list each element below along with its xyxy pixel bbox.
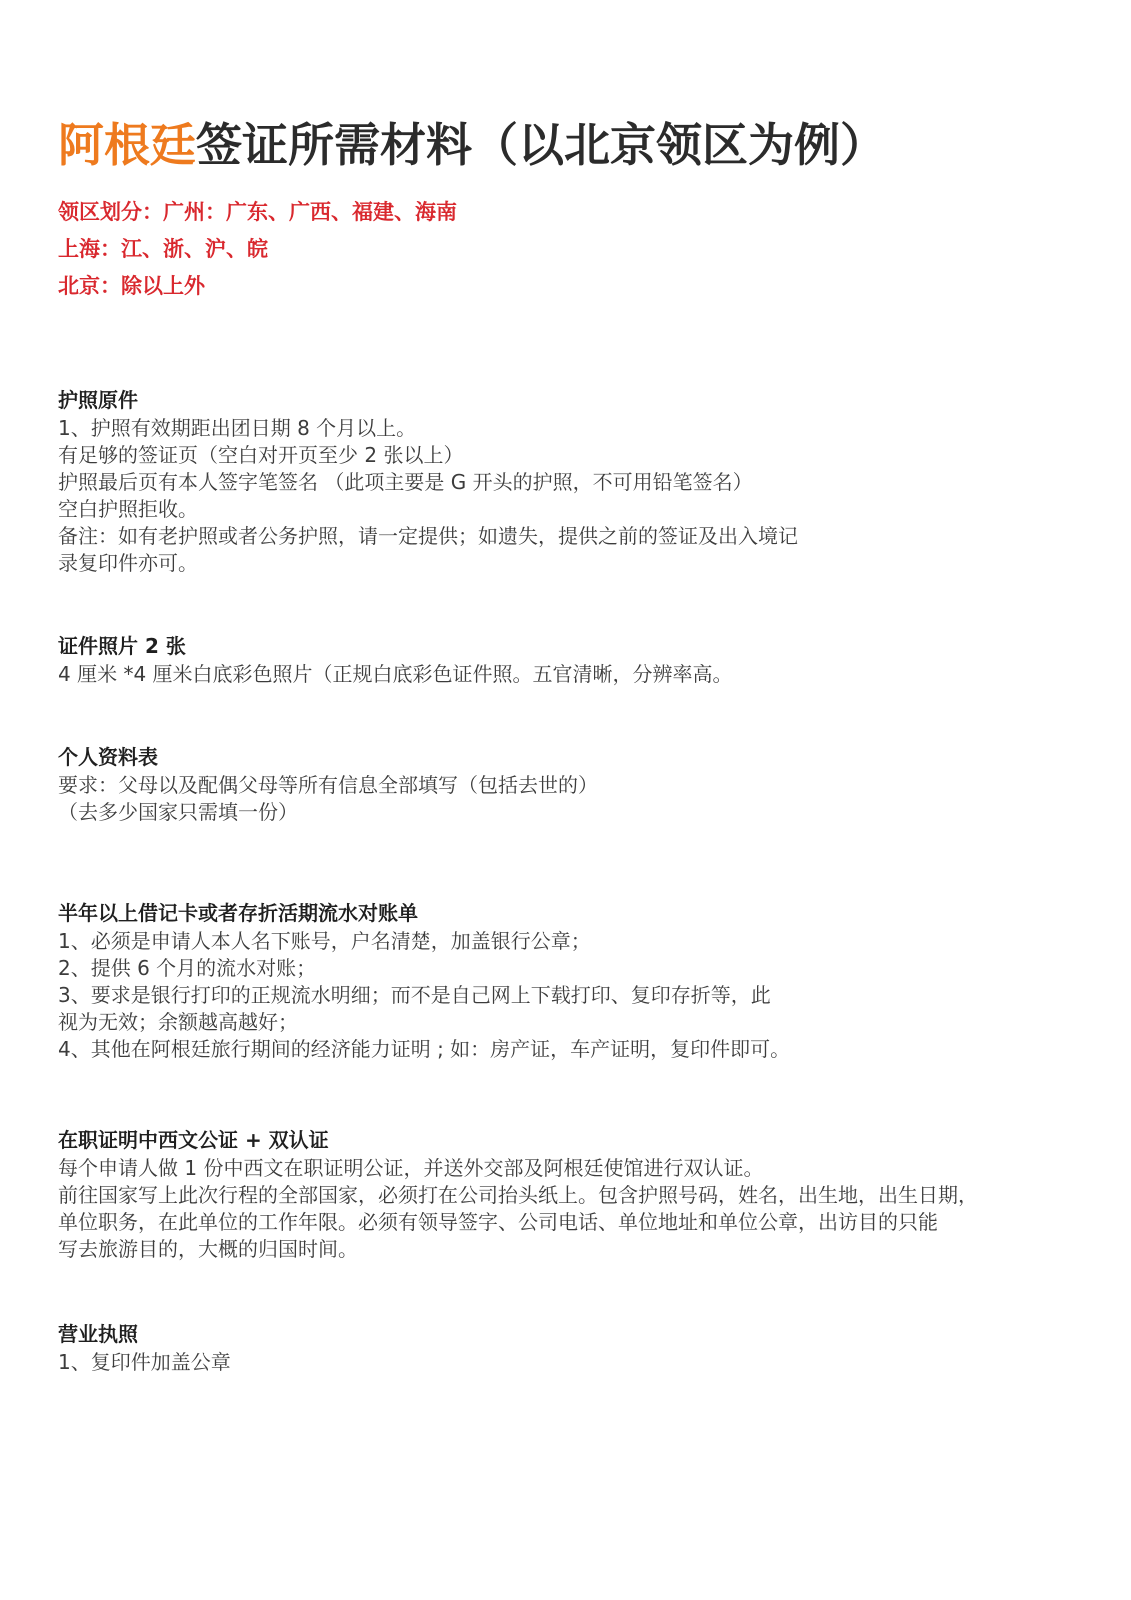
section-heading: 证件照片 2 张 [58,634,186,658]
section-personal-form [58,742,1078,826]
section-body [58,928,1078,1063]
section-body [58,661,1078,688]
title-accent: 阿根廷 [58,118,196,172]
body-line: 1、护照有效期距出团日期 8 个月以上。 [58,416,417,440]
title-rest: 签证所需材料（以北京领区为例） [196,118,886,172]
section-body [58,415,1078,577]
body-line: 1、复印件加盖公章 [58,1350,231,1374]
page-title [58,110,1078,180]
region-line-beijing: 北京：除以上外 [58,274,205,298]
section-heading: 营业执照 [58,1322,138,1346]
section-body [58,1155,1078,1263]
body-line: 护照最后页有本人签字笔签名 （此项主要是 G 开头的护照，不可用铅笔签名） [58,470,753,494]
consular-regions [58,194,1078,305]
document-page [58,110,1078,1416]
body-line: 单位职务，在此单位的工作年限。必须有领导签字、公司电话、单位地址和单位公章，出访目的只能 [58,1210,938,1234]
section-body [58,772,1078,826]
body-line: 前往国家写上此次行程的全部国家，必须打在公司抬头纸上。包含护照号码，姓名，出生地，出生日期， [58,1183,978,1207]
body-line: 空白护照拒收。 [58,497,198,521]
section-photo [58,631,1078,688]
body-line: 录复印件亦可。 [58,551,198,575]
body-line: 4、其他在阿根廷旅行期间的经济能力证明 ; 如：房产证，车产证明，复印件即可。 [58,1037,791,1061]
body-line: 每个申请人做 1 份中西文在职证明公证，并送外交部及阿根廷使馆进行双认证。 [58,1156,764,1180]
section-business-license [58,1319,1078,1376]
body-line: 写去旅游目的，大概的归国时间。 [58,1237,358,1261]
section-heading: 在职证明中西文公证 + 双认证 [58,1128,329,1152]
section-bank-statement [58,898,1078,1063]
body-line: 要求：父母以及配偶父母等所有信息全部填写（包括去世的） [58,773,598,797]
section-heading: 个人资料表 [58,745,158,769]
body-line: 备注：如有老护照或者公务护照，请一定提供；如遗失，提供之前的签证及出入境记 [58,524,798,548]
region-line-guangzhou: 领区划分：广州：广东、广西、福建、海南 [58,200,457,224]
section-employment-certificate [58,1125,1078,1263]
body-line: 2、提供 6 个月的流水对账； [58,956,317,980]
body-line: 4 厘米 *4 厘米白底彩色照片（正规白底彩色证件照。五官清晰，分辨率高。 [58,662,733,686]
body-line: 视为无效；余额越高越好； [58,1010,298,1034]
section-body [58,1349,1078,1376]
body-line: 3、要求是银行打印的正规流水明细；而不是自己网上下载打印、复印存折等，此 [58,983,771,1007]
region-line-shanghai: 上海：江、浙、沪、皖 [58,237,268,261]
body-line: 1、必须是申请人本人名下账号，户名清楚，加盖银行公章； [58,929,591,953]
section-heading: 半年以上借记卡或者存折活期流水对账单 [58,901,418,925]
section-heading: 护照原件 [58,388,138,412]
body-line: （去多少国家只需填一份） [58,800,298,824]
body-line: 有足够的签证页（空白对开页至少 2 张以上） [58,443,464,467]
section-passport [58,385,1078,577]
